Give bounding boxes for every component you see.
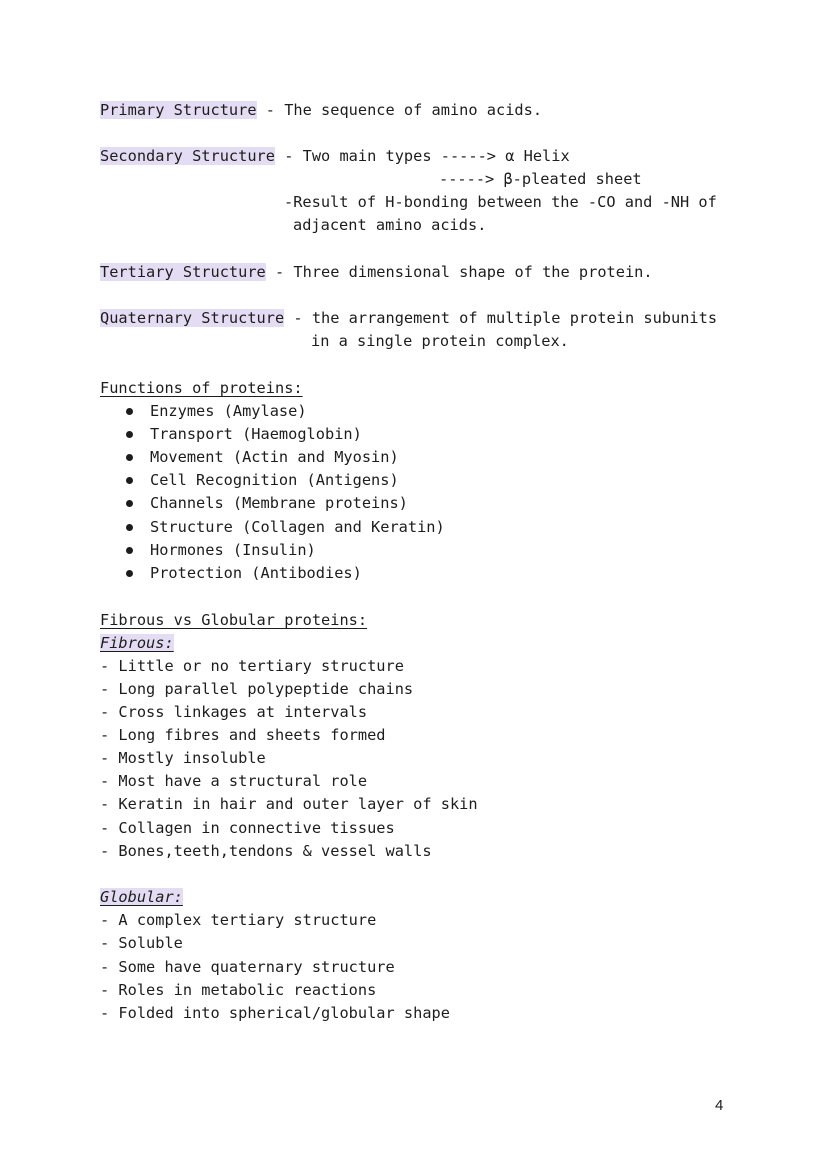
secondary-structure-desc-2: -----> β-pleated sheet [439, 170, 642, 188]
globular-heading: Globular: [100, 888, 183, 906]
fibrous-item: - Collagen in connective tissues [100, 819, 395, 837]
function-item: Structure (Collagen and Keratin) [150, 518, 445, 536]
fibrous-item: - Bones,teeth,tendons & vessel walls [100, 842, 432, 860]
globular-item: - A complex tertiary structure [100, 911, 377, 929]
function-item: Transport (Haemoglobin) [150, 425, 362, 443]
secondary-structure-desc-4: adjacent amino acids. [293, 216, 487, 234]
globular-item: - Some have quaternary structure [100, 958, 395, 976]
primary-structure-desc: - The sequence of amino acids. [256, 101, 543, 119]
function-item: Hormones (Insulin) [150, 541, 316, 559]
fibrous-item: - Long parallel polypeptide chains [100, 680, 414, 698]
fibrous-vs-globular-heading: Fibrous vs Globular proteins: [100, 611, 368, 629]
quaternary-structure-desc-1: - the arrangement of multiple protein subunits [284, 309, 718, 327]
function-item: Enzymes (Amylase) [150, 402, 307, 420]
function-item: Protection (Antibodies) [150, 564, 362, 582]
fibrous-item: - Cross linkages at intervals [100, 703, 368, 721]
primary-structure-term: Primary Structure [100, 101, 257, 119]
tertiary-structure-term: Tertiary Structure [100, 263, 266, 281]
function-item: Movement (Actin and Myosin) [150, 448, 399, 466]
bullet-icon [126, 570, 133, 577]
globular-item: - Folded into spherical/globular shape [100, 1004, 450, 1022]
bullet-icon [126, 408, 133, 415]
function-item: Channels (Membrane proteins) [150, 494, 408, 512]
bullet-icon [126, 500, 133, 507]
bullet-icon [126, 547, 133, 554]
quaternary-structure-term: Quaternary Structure [100, 309, 285, 327]
fibrous-item: - Long fibres and sheets formed [100, 726, 386, 744]
secondary-structure-desc-1: - Two main types -----> α Helix [274, 147, 570, 165]
fibrous-item: - Little or no tertiary structure [100, 657, 404, 675]
secondary-structure-line [100, 146, 570, 167]
bullet-icon [126, 454, 133, 461]
globular-item: - Soluble [100, 934, 183, 952]
page-number: 4 [715, 1097, 724, 1114]
tertiary-structure-line [100, 262, 653, 283]
fibrous-item: - Mostly insoluble [100, 749, 266, 767]
primary-structure-line [100, 100, 542, 121]
tertiary-structure-desc: - Three dimensional shape of the protein. [265, 263, 653, 281]
bullet-icon [126, 477, 133, 484]
fibrous-heading: Fibrous: [100, 634, 174, 652]
function-item: Cell Recognition (Antigens) [150, 471, 399, 489]
secondary-structure-term: Secondary Structure [100, 147, 275, 165]
fibrous-item: - Most have a structural role [100, 772, 368, 790]
functions-heading: Functions of proteins: [100, 379, 303, 397]
fibrous-item: - Keratin in hair and outer layer of skin [100, 795, 478, 813]
quaternary-structure-line [100, 308, 717, 329]
secondary-structure-desc-3: -Result of H-bonding between the -CO and -NH of [284, 193, 717, 211]
bullet-icon [126, 431, 133, 438]
globular-item: - Roles in metabolic reactions [100, 981, 377, 999]
quaternary-structure-desc-2: in a single protein complex. [311, 332, 569, 350]
bullet-icon [126, 524, 133, 531]
